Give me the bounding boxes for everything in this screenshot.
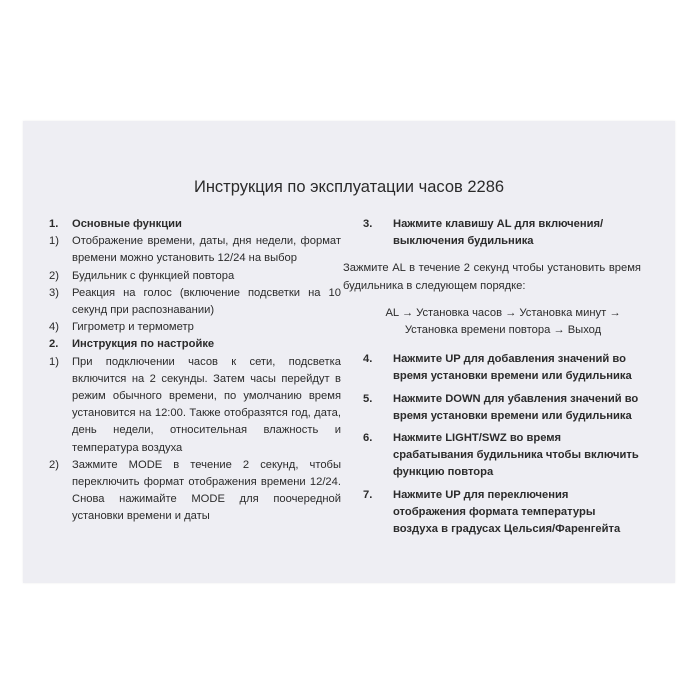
alarm-sequence: AL → Установка часов → Установка минут → Установка времени повтора → Выход — [385, 306, 621, 337]
section-title: Основные функции — [72, 218, 182, 230]
section-title: Инструкция по настройке — [72, 338, 215, 351]
instruction-sheet — [23, 121, 675, 583]
step-item — [343, 391, 641, 425]
document-title: Инструкция по эксплуатации часов 2286 — [193, 178, 505, 196]
list-item — [49, 354, 341, 457]
item-text: Зажмите MODE в течение 2 секунд, чтобы переключить формат отображения времени 12/24. Снова нажимайте MODE для поочередной установки времени и даты — [72, 458, 341, 523]
section-number: 1. — [49, 218, 59, 230]
list-item — [49, 233, 341, 267]
step-text: Нажмите UP для добавления значений во время установки времени или будильника — [393, 353, 632, 383]
step-item — [343, 216, 641, 250]
step-item — [343, 430, 641, 482]
left-column — [49, 216, 341, 526]
step-number: 4. — [363, 353, 373, 366]
step-text: Нажмите LIGHT/SWZ во время срабатывания будильника чтобы включить функцию повтора — [393, 432, 639, 479]
list-item — [49, 319, 341, 336]
item-text: Будильник с функцией повтора — [72, 269, 235, 282]
item-text: Гигрометр и термометр — [72, 321, 194, 334]
step-number: 7. — [363, 488, 373, 501]
step-text: Нажмите DOWN для убавления значений во время установки времени или будильника — [393, 392, 639, 422]
item-number: 1) — [49, 235, 59, 248]
section-heading — [49, 336, 341, 353]
step-item — [343, 487, 641, 539]
step-text: Нажмите клавишу AL для включения/выключения будильника — [393, 218, 604, 248]
step-number: 6. — [363, 432, 373, 445]
step-number: 3. — [363, 218, 373, 230]
step-item — [343, 351, 641, 385]
item-number: 4) — [49, 321, 59, 334]
list-item — [49, 285, 341, 319]
item-text: Реакция на голос (включение подсветки на 10 секунд при распознавании) — [72, 286, 341, 317]
item-number: 2) — [49, 458, 59, 471]
right-column — [343, 216, 641, 543]
step-text: Нажмите UP для переключения отображения формата температуры воздуха в градусах Цельсия/Фаренгейта — [393, 488, 621, 536]
item-text: Отображение времени, даты, дня недели, формат времени можно установить 12/24 на выбор — [72, 235, 341, 265]
section-number: 2. — [49, 338, 59, 351]
list-item — [49, 268, 341, 285]
item-number: 1) — [49, 355, 59, 368]
item-number: 3) — [49, 286, 59, 299]
item-text: При подключении часов к сети, подсветка включится на 2 секунды. Затем часы перейдут в режим обычного времени, по умолчанию время установится на 12:00. Также отобразятся год, дата, день недели, относительная влажность и температура воздуха — [72, 355, 341, 454]
list-item — [49, 457, 341, 526]
alarm-paragraph: Зажмите AL в течение 2 секунд чтобы установить время будильника в следующем порядке: — [343, 262, 641, 292]
step-number: 5. — [363, 392, 373, 405]
item-number: 2) — [49, 269, 59, 282]
section-heading — [49, 216, 341, 233]
